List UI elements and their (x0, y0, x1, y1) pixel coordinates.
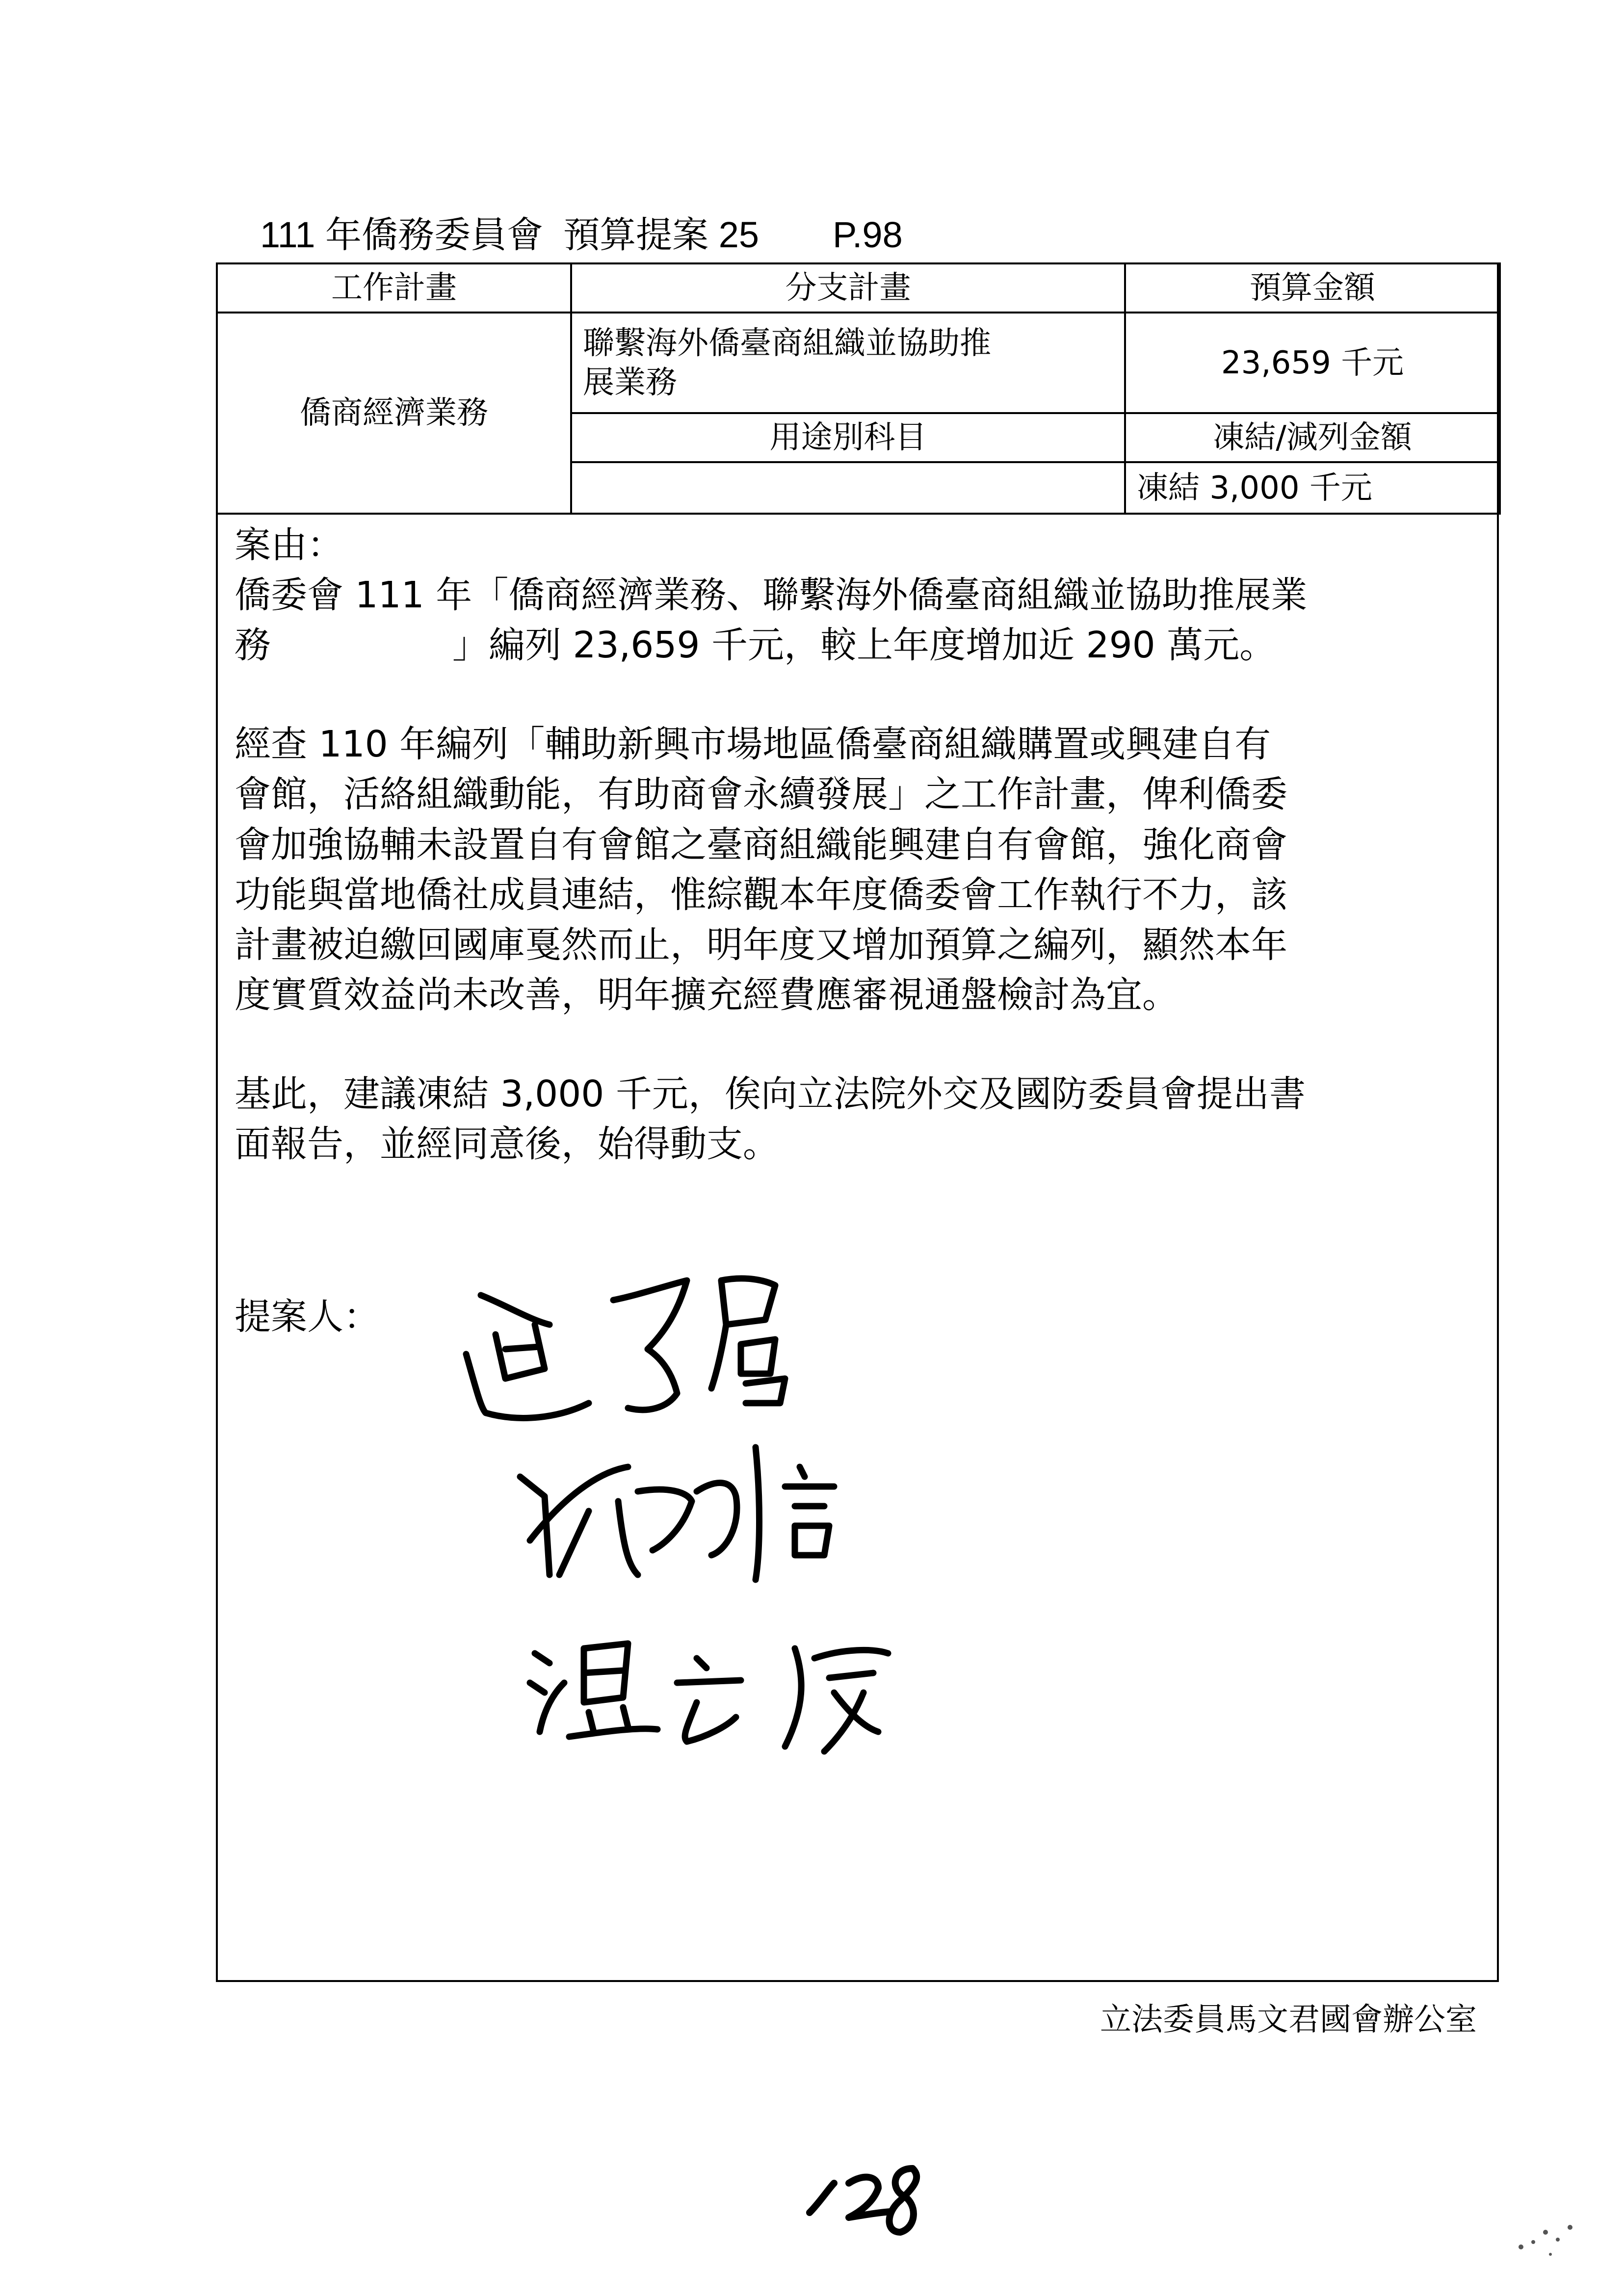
page-reference: P.98 (833, 214, 903, 255)
signature-3 (530, 1644, 888, 1751)
paragraph-2-line: 計畫被迫繳回國庫戛然而止，明年度又增加預算之編列，顯然本年 (235, 923, 1287, 966)
reason-label: 案由： (235, 524, 343, 566)
paragraph-2-line: 功能與當地僑社成員連結，惟綜觀本年度僑委會工作執行不力，該 (235, 873, 1287, 916)
office-footer: 立法委員馬文君國會辦公室 (1100, 2002, 1477, 2038)
freeze-value: 凍結 3,000 千元 (1125, 462, 1500, 514)
purpose-header: 用途別科目 (571, 413, 1125, 462)
paragraph-2-line: 度實質效益尚未改善，明年擴充經費應審視通盤檢討為宜。 (235, 973, 1179, 1016)
header-budget-amount: 預算金額 (1125, 263, 1500, 313)
proposer-label: 提案人： (235, 1296, 380, 1338)
header-branch-plan: 分支計畫 (571, 263, 1125, 313)
branch-plan-line1: 聯繫海外僑臺商組織並協助推 (583, 325, 991, 362)
work-plan-cell: 僑商經濟業務 (217, 313, 571, 514)
paragraph-1-line-1: 僑委會 111 年「僑商經濟業務、聯繫海外僑臺商組織並協助推展業 (235, 574, 1308, 617)
paragraph-1-line-2: 務 」編列 23,659 千元，較上年度增加近 290 萬元。 (235, 624, 1276, 667)
freeze-header: 凍結/減列金額 (1125, 413, 1500, 462)
signature-1 (466, 1278, 785, 1418)
header-work-plan: 工作計畫 (217, 263, 571, 313)
proposal-title: 111 年僑務委員會 預算提案 25 (260, 214, 760, 255)
paragraph-2-line: 經查 110 年編列「輔助新興市場地區僑臺商組織購置或興建自有 (235, 723, 1271, 766)
paragraph-3-line: 面報告，並經同意後，始得動支。 (235, 1123, 779, 1166)
paragraph-3-line: 基此，建議凍結 3,000 千元，俟向立法院外交及國防委員會提出書 (235, 1072, 1306, 1115)
signature-2 (520, 1447, 834, 1580)
handwritten-page-number (805, 2154, 932, 2242)
budget-amount-cell: 23,659 千元 (1125, 313, 1500, 413)
paragraph-2-line: 會館，活絡組織動能，有助商會永續發展」之工作計畫，俾利僑委 (235, 773, 1287, 816)
paragraph-2-line: 會加強協輔未設置自有會館之臺商組織能興建自有會館，強化商會 (235, 823, 1287, 866)
scan-specks (1511, 2218, 1585, 2267)
branch-plan-line2: 展業務 (583, 364, 677, 401)
